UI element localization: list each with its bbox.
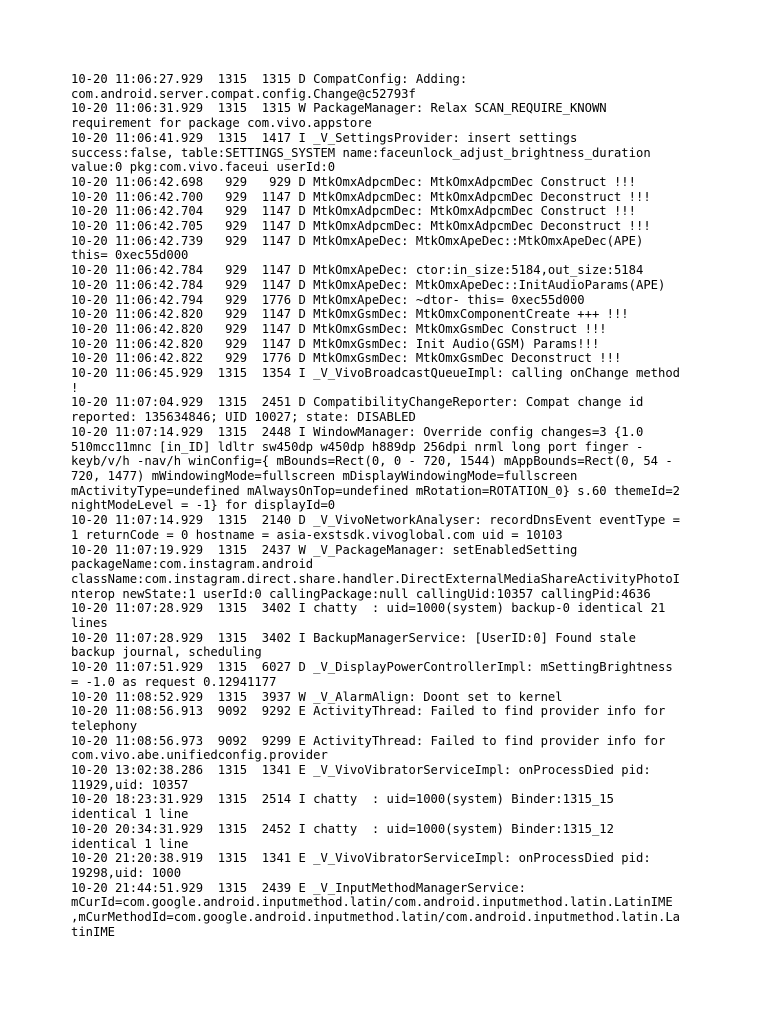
log-line: 1 returnCode = 0 hostname = asia-exstsdk.vivoglobal.com uid = 10103 xyxy=(71,527,563,542)
log-line: 720, 1477) mWindowingMode=fullscreen mDisplayWindowingMode=fullscreen xyxy=(71,468,578,483)
log-line: 10-20 20:34:31.929 1315 2452 I chatty : uid=1000(system) Binder:1315_12 xyxy=(71,821,614,836)
log-line: value:0 pkg:com.vivo.faceui userId:0 xyxy=(71,160,336,175)
log-line: 10-20 11:06:42.820 929 1147 D MtkOmxGsmDec: MtkOmxGsmDec Construct !!! xyxy=(71,321,607,336)
log-line: 10-20 11:06:31.929 1315 1315 W PackageManager: Relax SCAN_REQUIRE_KNOWN xyxy=(71,101,607,116)
log-line: nterop newState:1 userId:0 callingPackage:null callingUid:10357 callingPid:4636 xyxy=(71,586,651,601)
log-line: 10-20 11:06:41.929 1315 1417 I _V_SettingsProvider: insert settings xyxy=(71,130,578,145)
log-line: com.android.server.compat.config.Change@c52793f xyxy=(71,86,416,101)
log-line: tinIME xyxy=(71,924,116,939)
log-line: ,mCurMethodId=com.google.android.inputmethod.latin/com.android.inputmethod.latin.La xyxy=(71,910,681,925)
log-line: 10-20 11:06:42.698 929 929 D MtkOmxAdpcmDec: MtkOmxAdpcmDec Construct !!! xyxy=(71,174,636,189)
log-line: 10-20 11:08:52.929 1315 3937 W _V_AlarmAlign: Doont set to kernel xyxy=(71,689,563,704)
log-document xyxy=(71,72,701,939)
log-line: ! xyxy=(71,380,79,395)
log-line: telephony xyxy=(71,718,138,733)
log-line: 10-20 11:06:45.929 1315 1354 I _V_VivoBroadcastQueueImpl: calling onChange method xyxy=(71,366,681,381)
log-line: 510mcc11mnc [in_ID] ldltr sw450dp w450dp h889dp 256dpi nrml long port finger - xyxy=(71,439,644,454)
log-line: 10-20 11:06:42.820 929 1147 D MtkOmxGsmDec: MtkOmxComponentCreate +++ !!! xyxy=(71,307,629,322)
log-line: identical 1 line xyxy=(71,836,189,851)
log-line: mCurId=com.google.android.inputmethod.latin/com.android.inputmethod.latin.LatinIME xyxy=(71,895,673,910)
log-line: 10-20 11:06:27.929 1315 1315 D CompatConfig: Adding: xyxy=(71,72,468,86)
log-line: 10-20 13:02:38.286 1315 1341 E _V_VivoVibratorServiceImpl: onProcessDied pid: xyxy=(71,763,651,778)
log-line: 10-20 11:06:42.700 929 1147 D MtkOmxAdpcmDec: MtkOmxAdpcmDec Deconstruct !!! xyxy=(71,189,651,204)
log-line: keyb/v/h -nav/h winConfig={ mBounds=Rect(0, 0 - 720, 1544) mAppBounds=Rect(0, 54 - xyxy=(71,454,673,469)
log-line: packageName:com.instagram.android xyxy=(71,557,314,572)
log-line: 10-20 21:44:51.929 1315 2439 E _V_InputMethodManagerService: xyxy=(71,880,526,895)
log-line: 10-20 21:20:38.919 1315 1341 E _V_VivoVibratorServiceImpl: onProcessDied pid: xyxy=(71,851,651,866)
log-line: 10-20 11:07:51.929 1315 6027 D _V_DisplayPowerControllerImpl: mSettingBrightness xyxy=(71,660,673,675)
log-line: 10-20 11:07:04.929 1315 2451 D CompatibilityChangeReporter: Compat change id xyxy=(71,395,644,410)
log-line: identical 1 line xyxy=(71,807,189,822)
log-line: 10-20 11:06:42.739 929 1147 D MtkOmxApeDec: MtkOmxApeDec::MtkOmxApeDec(APE) xyxy=(71,233,644,248)
log-line: 10-20 11:07:19.929 1315 2437 W _V_PackageManager: setEnabledSetting xyxy=(71,542,578,557)
log-line: 10-20 11:06:42.784 929 1147 D MtkOmxApeDec: MtkOmxApeDec::InitAudioParams(APE) xyxy=(71,277,666,292)
log-line: className:com.instagram.direct.share.handler.DirectExternalMediaShareActivityPhotoI xyxy=(71,571,681,586)
log-line: 10-20 11:07:28.929 1315 3402 I chatty : uid=1000(system) backup-0 identical 21 xyxy=(71,601,666,616)
log-line: requirement for package com.vivo.appstore xyxy=(71,116,372,131)
log-line: backup journal, scheduling xyxy=(71,645,262,660)
log-line: lines xyxy=(71,616,108,631)
log-line: success:false, table:SETTINGS_SYSTEM name:faceunlock_adjust_brightness_duration xyxy=(71,145,651,160)
log-line: 19298,uid: 1000 xyxy=(71,865,182,880)
log-line: com.vivo.abe.unifiedconfig.provider xyxy=(71,748,328,763)
log-line: 10-20 11:06:42.705 929 1147 D MtkOmxAdpcmDec: MtkOmxAdpcmDec Deconstruct !!! xyxy=(71,219,651,234)
log-line: 10-20 11:07:14.929 1315 2140 D _V_VivoNetworkAnalyser: recordDnsEvent eventType = xyxy=(71,513,681,528)
log-line: 10-20 11:08:56.913 9092 9292 E ActivityThread: Failed to find provider info for xyxy=(71,704,666,719)
log-line: 10-20 11:07:28.929 1315 3402 I BackupManagerService: [UserID:0] Found stale xyxy=(71,630,636,645)
log-line: 10-20 11:06:42.784 929 1147 D MtkOmxApeDec: ctor:in_size:5184,out_size:5184 xyxy=(71,263,644,278)
log-line: 10-20 11:08:56.973 9092 9299 E ActivityThread: Failed to find provider info for xyxy=(71,733,666,748)
log-line: = -1.0 as request 0.12941177 xyxy=(71,674,277,689)
log-line: nightModeLevel = -1} for displayId=0 xyxy=(71,498,336,513)
log-line: 10-20 11:06:42.820 929 1147 D MtkOmxGsmDec: Init Audio(GSM) Params!!! xyxy=(71,336,600,351)
log-line: 10-20 11:06:42.794 929 1776 D MtkOmxApeDec: ~dtor- this= 0xec55d000 xyxy=(71,292,585,307)
log-line: reported: 135634846; UID 10027; state: DISABLED xyxy=(71,410,416,425)
log-line: mActivityType=undefined mAlwaysOnTop=undefined mRotation=ROTATION_0} s.60 themeId=2 xyxy=(71,483,681,498)
log-line: 10-20 18:23:31.929 1315 2514 I chatty : uid=1000(system) Binder:1315_15 xyxy=(71,792,614,807)
log-line: this= 0xec55d000 xyxy=(71,248,189,263)
log-line: 10-20 11:07:14.929 1315 2448 I WindowManager: Override config changes=3 {1.0 xyxy=(71,424,644,439)
log-line: 11929,uid: 10357 xyxy=(71,777,189,792)
log-line: 10-20 11:06:42.704 929 1147 D MtkOmxAdpcmDec: MtkOmxAdpcmDec Construct !!! xyxy=(71,204,636,219)
log-line: 10-20 11:06:42.822 929 1776 D MtkOmxGsmDec: MtkOmxGsmDec Deconstruct !!! xyxy=(71,351,622,366)
